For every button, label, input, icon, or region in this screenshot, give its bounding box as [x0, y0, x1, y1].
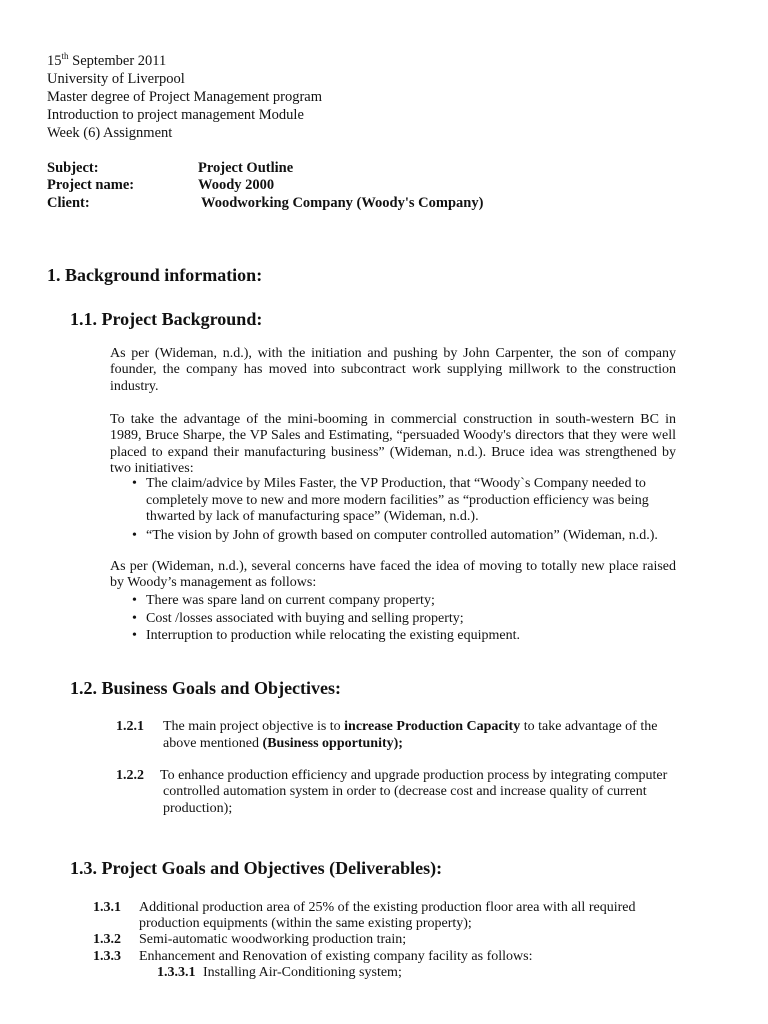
client-label: Client: [47, 195, 90, 211]
university-line: University of Liverpool [47, 71, 185, 87]
subsection-heading-project-goals: 1.3. Project Goals and Objectives (Deliverables): [70, 858, 443, 878]
item-1-2-1-line1 [163, 718, 657, 735]
item-text: above mentioned [163, 736, 263, 751]
project-value: Woody 2000 [198, 177, 275, 193]
list-item: • The claim/advice by Miles Faster, the VP Production, that “Woody`s Company needed to completely move to new and more modern facilities” as “production efficiency was being thwarted by lack of manufacturing space” (Wideman, n.d.). [132, 476, 660, 526]
assignment-line: Week (6) Assignment [47, 125, 173, 141]
paragraph-concerns: As per (Wideman, n.d.), several concerns have faced the idea of moving to totally new place raised by Woody’s management as follows: [110, 559, 676, 591]
paragraph-background-2: To take the advantage of the mini-booming in commercial construction in south-western BC in 1989, Bruce Sharpe, the VP Sales and Estimating, “persuaded Woody's directors that they were well placed to expand their manufacturing business” (Wideman, n.d.). Bruce idea was strengthened by two initiatives: [110, 412, 676, 476]
item-text: to take advantage of the [520, 719, 658, 734]
paragraph-background-1: As per (Wideman, n.d.), with the initiation and pushing by John Carpenter, the son of company founder, the company has moved into subcontract work supplying millwork to the construction industry. [110, 346, 676, 394]
item-number-1-2-2: 1.2.2 [116, 768, 144, 783]
item-1-3-2-line1: Semi-automatic woodworking production train; [139, 932, 407, 947]
item-1-3-1-line1: Additional production area of 25% of the existing production floor area with all required [139, 900, 636, 915]
date-rest: September 2011 [68, 53, 167, 69]
bullet-list-concerns [132, 593, 660, 645]
list-item: • Cost /losses associated with buying and selling property; [132, 611, 660, 628]
item-1-3-3-1-text: Installing Air-Conditioning system; [203, 965, 402, 980]
item-1-3-3-line1: Enhancement and Renovation of existing company facility as follows: [139, 949, 533, 964]
list-item: • Interruption to production while relocating the existing equipment. [132, 628, 660, 645]
item-number-1-3-1: 1.3.1 [93, 900, 121, 915]
subject-value: Project Outline [198, 160, 294, 176]
list-item: • There was spare land on current company property; [132, 593, 660, 610]
item-number-1-3-2: 1.3.2 [93, 932, 121, 947]
bullet-list-initiatives [132, 476, 660, 544]
item-1-2-2-line1: To enhance production efficiency and upgrade production process by integrating computer [160, 768, 668, 783]
project-label: Project name: [47, 177, 135, 193]
item-1-2-1-line2 [163, 735, 403, 752]
client-value: Woodworking Company (Woody's Company) [201, 195, 484, 211]
item-1-2-2-line2: controlled automation system in order to (decrease cost and increase quality of current [163, 784, 647, 799]
program-line: Master degree of Project Management program [47, 89, 322, 105]
item-emphasis: increase Production Capacity [344, 719, 521, 734]
date-day: 15 [47, 53, 62, 69]
item-number-1-3-3: 1.3.3 [93, 949, 121, 964]
module-line: Introduction to project management Module [47, 107, 304, 123]
item-1-3-1-line2: production equipments (within the same existing property); [139, 916, 472, 931]
subject-label: Subject: [47, 160, 99, 176]
list-item: • “The vision by John of growth based on computer controlled automation” (Wideman, n.d.). [132, 528, 660, 545]
item-number-1-3-3-1: 1.3.3.1 [157, 965, 196, 980]
date-suffix: th [61, 51, 69, 61]
subsection-heading-business-goals: 1.2. Business Goals and Objectives: [70, 678, 342, 698]
item-number-1-2-1: 1.2.1 [116, 719, 144, 734]
section-heading-background: 1. Background information: [47, 265, 263, 285]
item-text: The main project objective is to [163, 719, 345, 734]
item-1-2-2-line3: production); [163, 801, 233, 816]
date-line [47, 52, 166, 70]
item-emphasis: (Business opportunity); [262, 736, 403, 751]
subsection-heading-project-background: 1.1. Project Background: [70, 309, 263, 329]
